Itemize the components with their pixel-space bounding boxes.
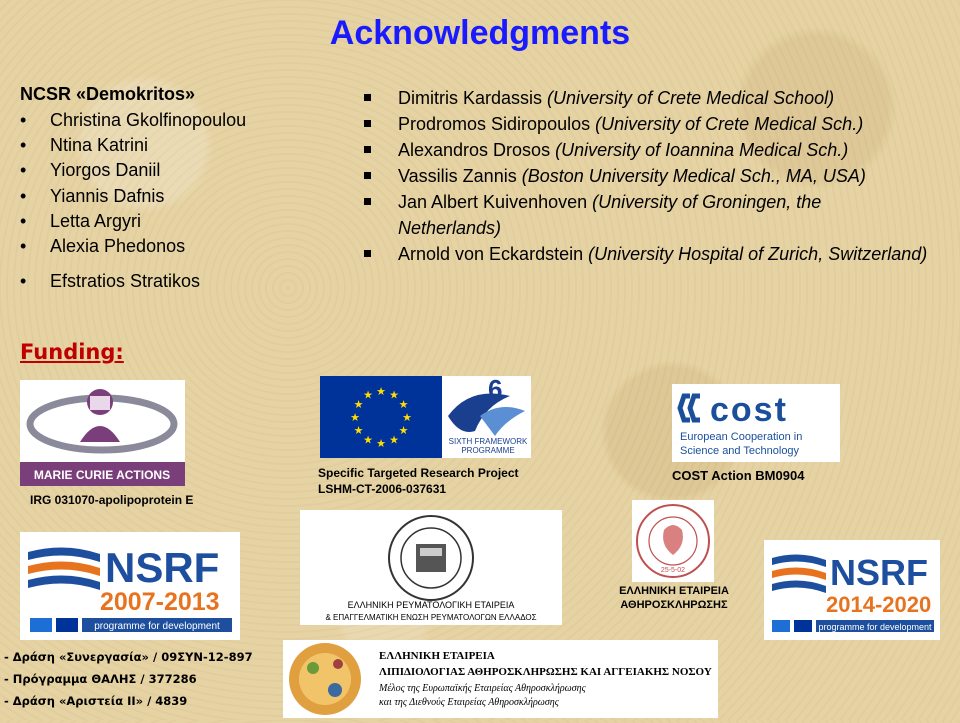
rheum-line-2: & ΕΠΑΓΓΕΛΜΑΤΙΚΗ ΕΝΩΣΗ ΡΕΥΜΑΤΟΛΟΓΩΝ ΕΛΛΑΔΟΣ xyxy=(325,613,537,622)
funding-heading: Funding: xyxy=(20,340,124,364)
grant-line xyxy=(4,646,253,668)
athero-seal-icon xyxy=(632,500,714,582)
lipid-line-1: ΕΛΛΗΝΙΚΗ ΕΤΑΙΡΕΙΑ xyxy=(379,650,495,662)
list-item: • Alexia Phedonos xyxy=(20,234,350,259)
eu-star-icon: ★ xyxy=(353,425,364,437)
fp6-caption xyxy=(318,465,519,497)
collaborators xyxy=(362,85,952,267)
team-list xyxy=(20,108,350,294)
lipid-line-4: και της Διεθνούς Εταιρείας Αθηροσκλήρωσης xyxy=(379,697,559,708)
rheumatology-society-logo xyxy=(300,510,562,625)
nsrf-tagline: programme for development xyxy=(818,622,932,632)
eu-star-icon: ★ xyxy=(398,399,409,411)
collaborator-affiliation: (University Hospital of Zurich, Switzerland) xyxy=(588,244,928,264)
eu-star-icon: ★ xyxy=(350,412,360,424)
nsrf-brand: NSRF xyxy=(830,552,928,593)
cost-brand-icon xyxy=(672,384,840,462)
eu-star-icon: ★ xyxy=(376,438,386,450)
fp6-text-2: PROGRAMME xyxy=(461,446,515,455)
list-item xyxy=(362,241,928,267)
eu-star-icon: ★ xyxy=(353,399,364,411)
collaborator-list xyxy=(362,85,952,267)
grant-prefix: - Δράση xyxy=(4,650,59,664)
eu-star-icon: ★ xyxy=(363,434,373,447)
eu-star-icon: ★ xyxy=(363,389,373,402)
list-item: • Ntina Katrini xyxy=(20,133,350,158)
grant-code: / 377286 xyxy=(136,672,197,686)
rheumatology-seal-icon xyxy=(300,510,562,625)
nsrf-tagline: programme for development xyxy=(94,621,220,632)
collaborator-affiliation: (University of Crete Medical Sch.) xyxy=(595,114,864,134)
demokritos-team xyxy=(20,84,350,294)
marie-curie-logo xyxy=(20,380,185,486)
list-item: • Yiannis Dafnis xyxy=(20,184,350,209)
nsrf-2014-logo xyxy=(764,540,940,640)
grant-code: / 4839 xyxy=(143,694,188,708)
fp6-logo xyxy=(320,376,531,458)
lipoprotein-particle-icon xyxy=(283,640,718,718)
svg-text:cost: cost xyxy=(710,391,788,429)
collaborator-affiliation: (University of Crete Medical School) xyxy=(547,88,835,108)
collaborator-name: Vassilis Zannis xyxy=(398,166,517,186)
list-item: • Christina Gkolfinopoulou xyxy=(20,108,350,133)
grant-prefix: - Δράση xyxy=(4,694,59,708)
grant-line xyxy=(4,690,253,712)
eu-star-icon: ★ xyxy=(402,412,412,424)
grant-program: «Συνεργασία» xyxy=(58,650,149,664)
list-item: • Efstratios Stratikos xyxy=(20,269,350,294)
nsrf-years: 2014-2020 xyxy=(826,592,932,617)
cost-text-2: Science and Technology xyxy=(680,445,800,457)
grant-list xyxy=(4,646,253,712)
fp6-text-1: SIXTH FRAMEWORK xyxy=(448,437,528,446)
list-item xyxy=(362,111,952,137)
collaborator-name: Arnold von Eckardstein xyxy=(398,244,584,264)
eu-star-icon: ★ xyxy=(389,434,399,447)
grant-code: / 09ΣΥΝ-12-897 xyxy=(149,650,253,664)
list-item xyxy=(362,137,952,163)
eu-flag-icon xyxy=(320,376,531,458)
slide-title: Acknowledgments xyxy=(329,14,631,52)
collaborator-name: Prodromos Sidiropoulos xyxy=(398,114,591,134)
athero-seal-date: 25-5-02 xyxy=(660,567,686,574)
nsrf-emblem-icon xyxy=(764,540,940,640)
lipid-line-3: Μέλος της Ευρωπαϊκής Εταιρείας Αθηροσκλήρωσης xyxy=(379,683,586,694)
rheum-line-1: ΕΛΛΗΝΙΚΗ ΡΕΥΜΑΤΟΛΟΓΙΚΗ ΕΤΑΙΡΕΙΑ xyxy=(347,600,515,610)
list-item xyxy=(362,189,928,241)
marie-curie-emblem-icon xyxy=(20,380,185,486)
list-item xyxy=(362,85,952,111)
atherosclerosis-society-logo xyxy=(632,500,714,582)
svg-text:6: 6 xyxy=(488,376,503,404)
institution-heading: NCSR «Demokritos» xyxy=(20,84,196,104)
eu-star-icon: ★ xyxy=(398,425,409,437)
collaborator-name: Alexandros Drosos xyxy=(398,140,551,160)
athero-caption-line: ΑΘΗΡΟΣΚΛΗΡΩΣΗΣ xyxy=(620,599,728,611)
collaborator-affiliation: (University of Groningen, the Netherlands) xyxy=(398,192,822,238)
eu-star-icon: ★ xyxy=(389,389,399,402)
nsrf-brand: NSRF xyxy=(105,544,220,591)
grant-program: «Αριστεία ΙΙ» xyxy=(58,694,144,708)
collaborator-name: Dimitris Kardassis xyxy=(398,88,543,108)
marie-curie-caption: IRG 031070-apolipoprotein E xyxy=(30,493,194,507)
marie-curie-text: MARIE CURIE ACTIONS xyxy=(33,468,171,482)
list-item: • Letta Argyri xyxy=(20,209,350,234)
athero-caption xyxy=(604,584,744,612)
collaborator-name: Jan Albert Kuivenhoven xyxy=(398,192,588,212)
cost-logo xyxy=(672,384,840,462)
grant-program: ΘΑΛΗΣ xyxy=(91,672,137,686)
lipidology-society-logo xyxy=(283,640,718,718)
lipid-line-2: ΛΙΠΙΔΙΟΛΟΓΙΑΣ ΑΘΗΡΟΣΚΛΗΡΩΣΗΣ ΚΑΙ ΑΓΓΕΙΑΚΗΣ ΝΟΣΟΥ xyxy=(379,666,712,678)
grant-line xyxy=(4,668,253,690)
nsrf-years: 2007-2013 xyxy=(100,588,220,616)
fp6-caption-line: Specific Targeted Research Project xyxy=(318,466,519,480)
grant-prefix: - Πρόγραμμα xyxy=(4,672,92,686)
cost-caption: COST Action BM0904 xyxy=(672,468,805,483)
nsrf-emblem-icon xyxy=(20,532,240,640)
athero-caption-line: ΕΛΛΗΝΙΚΗ ΕΤΑΙΡΕΙΑ xyxy=(619,585,729,597)
collaborator-affiliation: (Boston University Medical Sch., MA, USA) xyxy=(521,166,866,186)
list-item xyxy=(362,163,952,189)
list-item: • Yiorgos Daniil xyxy=(20,158,350,183)
nsrf-2007-logo xyxy=(20,532,240,640)
cost-text-1: European Cooperation in xyxy=(680,431,803,443)
fp6-caption-line: LSHM-CT-2006-037631 xyxy=(318,482,447,496)
eu-star-icon: ★ xyxy=(376,386,386,398)
collaborator-affiliation: (University of Ioannina Medical Sch.) xyxy=(555,140,849,160)
